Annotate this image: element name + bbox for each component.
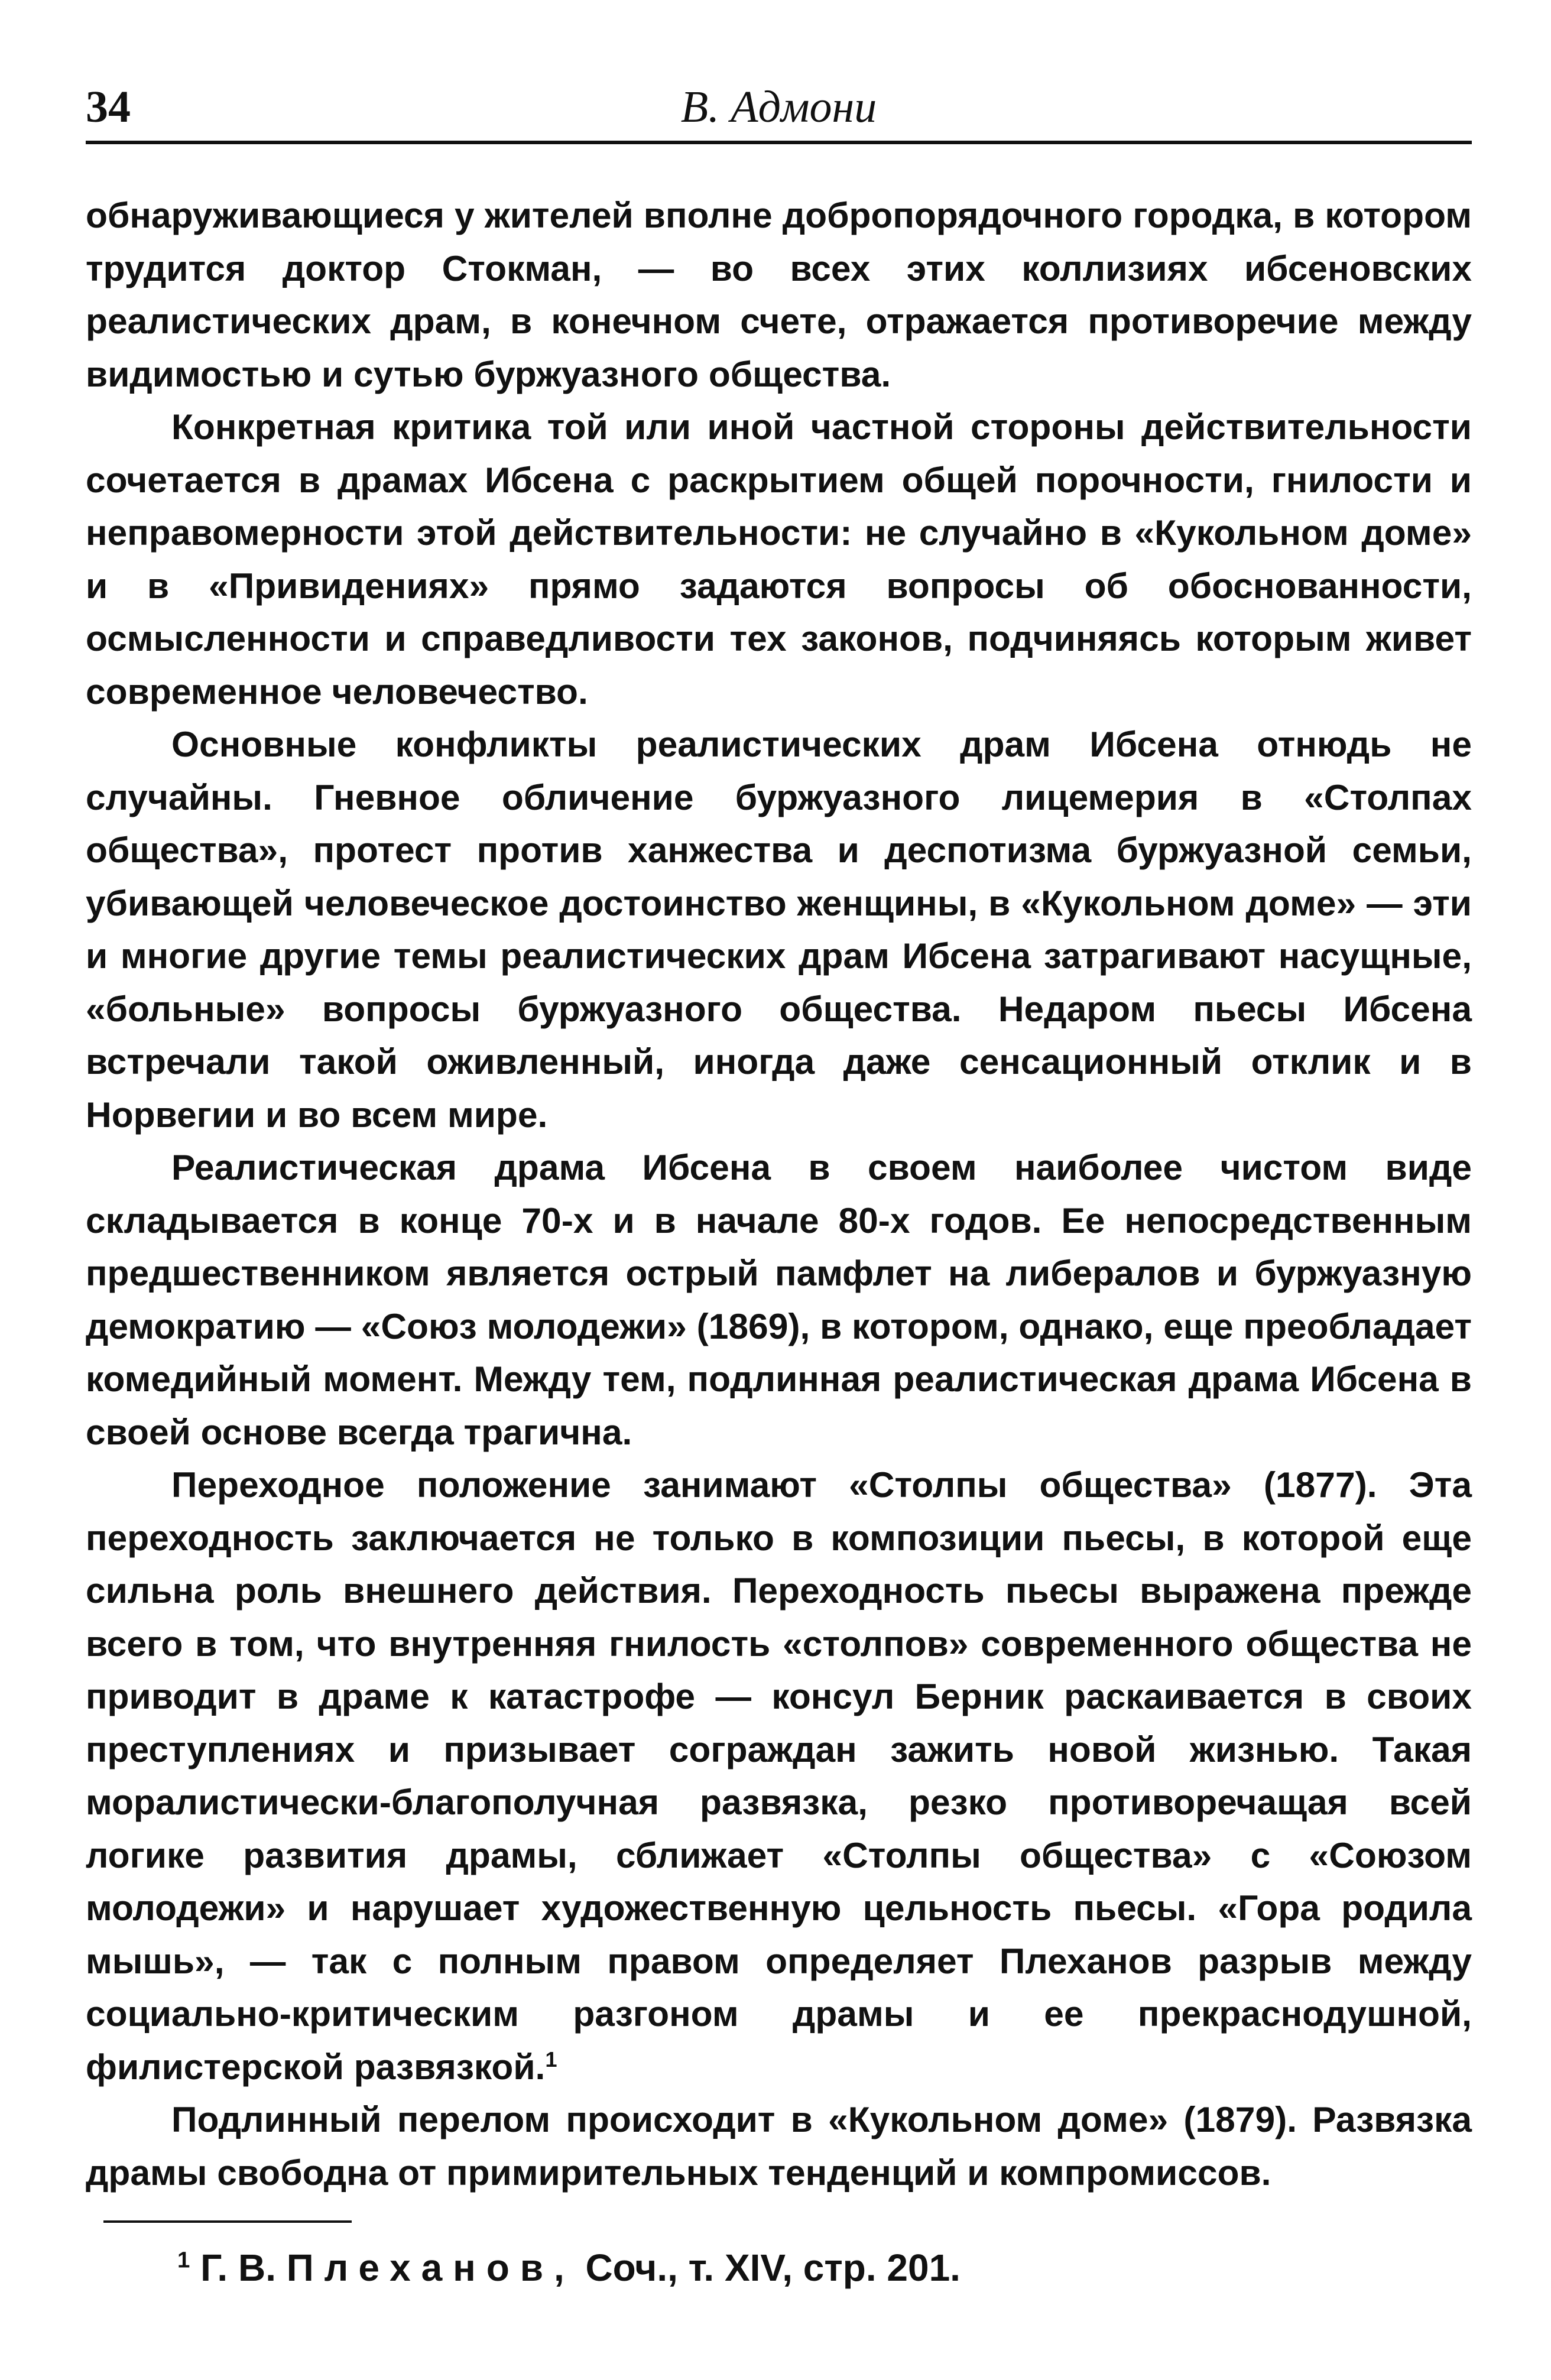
footnote-marker: 1 bbox=[177, 2247, 190, 2273]
page-number: 34 bbox=[86, 82, 131, 132]
page-header bbox=[86, 77, 1472, 142]
paragraph: Реалистическая драма Ибсена в своем наиболее чистом виде складывается в конце 70-х и в начале 80-х годов. Ее непосредственным предшественником является острый памфлет на либералов и буржуазную демократию — «Союз молодежи» (1869), в котором, однако, еще преобладает комедийный момент. Между тем, подлинная реалистическая драма Ибсена в своей основе всегда трагична. bbox=[86, 1147, 1472, 1452]
paragraph: Подлинный перелом происходит в «Кукольном доме» (1879). Развязка драмы свободна от примирительных тенденций и компромиссов. bbox=[86, 2099, 1472, 2193]
paragraph-text: Переходное положение занимают «Столпы общества» (1877). Эта переходность заключается не только в композиции пьесы, в которой еще сильна роль внешнего действия. Переходность пьесы выражена прежде всего в том, что внутренняя гнилость «столпов» современного общества не приводит в драме к катастрофе — консул Берник раскаивается в своих преступлениях и призывает сограждан зажить новой жизнью. Такая моралистически-благополучная развязка, резко противоречащая всей логике развития драмы, сближает «Столпы общества» с «Союзом молодежи» и нарушает художественную цельность пьесы. «Гора родила мышь», — так с полным правом определяет Плеханов разрыв между социально-критическим разгоном драмы и ее прекраснодушной, филистерской развязкой. bbox=[86, 1465, 1472, 2087]
body-text bbox=[86, 189, 1472, 2199]
footnote-rule bbox=[103, 2220, 352, 2223]
paragraph: обнаруживающиеся у жителей вполне добропорядочного городка, в котором трудится доктор Стокман, — во всех этих коллизиях ибсеновских реалистических драм, в конечном счете, отражается противоречие между видимостью и сутью буржуазного общества. bbox=[86, 195, 1472, 394]
paragraph: Основные конфликты реалистических драм Ибсена отнюдь не случайны. Гневное обличение буржуазного лицемерия в «Столпах общества», протест против ханжества и деспотизма буржуазной семьи, убивающей человеческое достоинство женщины, в «Кукольном доме» — эти и многие другие темы реалистических драм Ибсена затрагивают насущные, «больные» вопросы буржуазного общества. Недаром пьесы Ибсена встречали такой оживленный, иногда даже сенсационный отклик и в Норвегии и во всем мире. bbox=[86, 724, 1472, 1135]
paragraph-with-footnote bbox=[86, 1459, 1472, 2093]
footnote-reference: 1 bbox=[545, 2047, 557, 2071]
footnote-author-initials: Г. В. bbox=[200, 2246, 276, 2289]
footnote-citation: Соч., т. XIV, стр. 201. bbox=[585, 2246, 961, 2289]
header-rule bbox=[86, 141, 1472, 144]
paragraph: Конкретная критика той или иной частной стороны действительности сочетается в драмах Ибсена с раскрытием общей порочности, гнилости и неправомерности этой действительности: не случайно в «Кукольном доме» и в «Привидениях» прямо задаются вопросы об обоснованности, осмысленности и справедливости тех законов, подчиняясь которым живет современное человечество. bbox=[86, 407, 1472, 712]
footnote-author-surname: Плеханов, bbox=[286, 2246, 575, 2289]
footnote bbox=[177, 2246, 961, 2290]
running-head: В. Адмони bbox=[680, 82, 877, 132]
